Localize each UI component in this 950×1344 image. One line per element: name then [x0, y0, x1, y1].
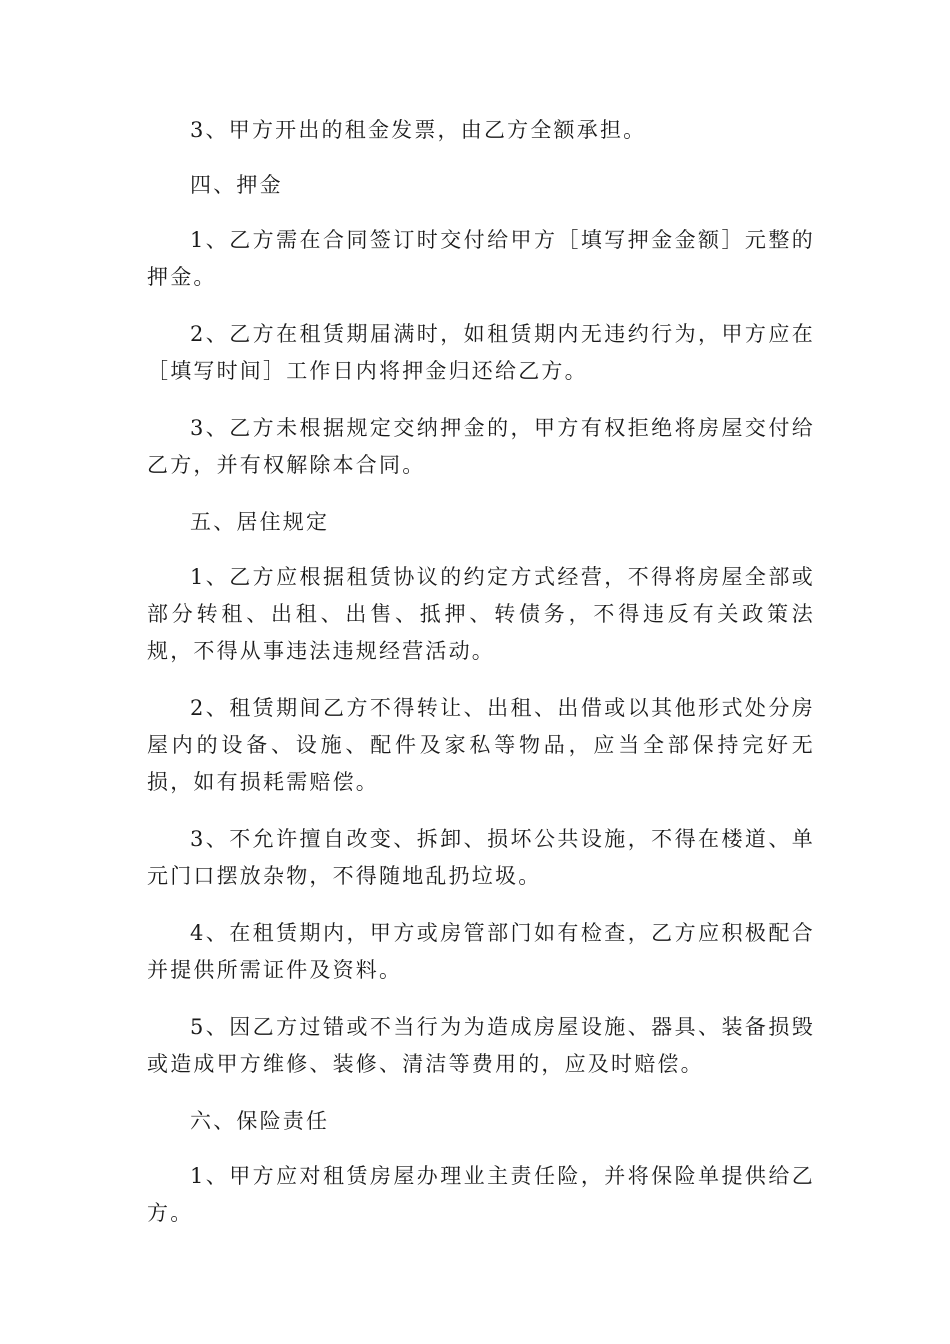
clause-deposit-3: 3、乙方未根据规定交纳押金的，甲方有权拒绝将房屋交付给乙方，并有权解除本合同。	[147, 416, 815, 477]
clause-deposit-1: 1、乙方需在合同签订时交付给甲方［填写押金金额］元整的押金。	[147, 228, 815, 289]
clause-deposit-2: 2、乙方在租赁期届满时，如租赁期内无违约行为，甲方应在［填写时间］工作日内将押金归还给乙方。	[147, 322, 815, 383]
section-heading-residence-rules: 五、居住规定	[190, 510, 330, 534]
clause-residence-1: 1、乙方应根据租赁协议的约定方式经营，不得将房屋全部或部分转租、出租、出售、抵押、转债务，不得违反有关政策法规，不得从事违法违规经营活动。	[147, 565, 815, 663]
section-heading-deposit: 四、押金	[190, 173, 283, 197]
clause-insurance-1: 1、甲方应对租赁房屋办理业主责任险，并将保险单提供给乙方。	[147, 1164, 815, 1225]
clause-residence-2: 2、租赁期间乙方不得转让、出租、出借或以其他形式处分房屋内的设备、设施、配件及家私等物品，应当全部保持完好无损，如有损耗需赔偿。	[147, 696, 815, 794]
clause-3-invoice: 3、甲方开出的租金发票，由乙方全额承担。	[190, 118, 647, 142]
document-page	[147, 112, 815, 1250]
clause-residence-4: 4、在租赁期内，甲方或房管部门如有检查，乙方应积极配合并提供所需证件及资料。	[147, 921, 815, 982]
section-heading-insurance: 六、保险责任	[190, 1109, 330, 1133]
clause-residence-5: 5、因乙方过错或不当行为为造成房屋设施、器具、装备损毁或造成甲方维修、装修、清洁等费用的，应及时赔偿。	[147, 1015, 815, 1076]
clause-residence-3: 3、不允许擅自改变、拆卸、损坏公共设施，不得在楼道、单元门口摆放杂物，不得随地乱扔垃圾。	[147, 827, 815, 888]
